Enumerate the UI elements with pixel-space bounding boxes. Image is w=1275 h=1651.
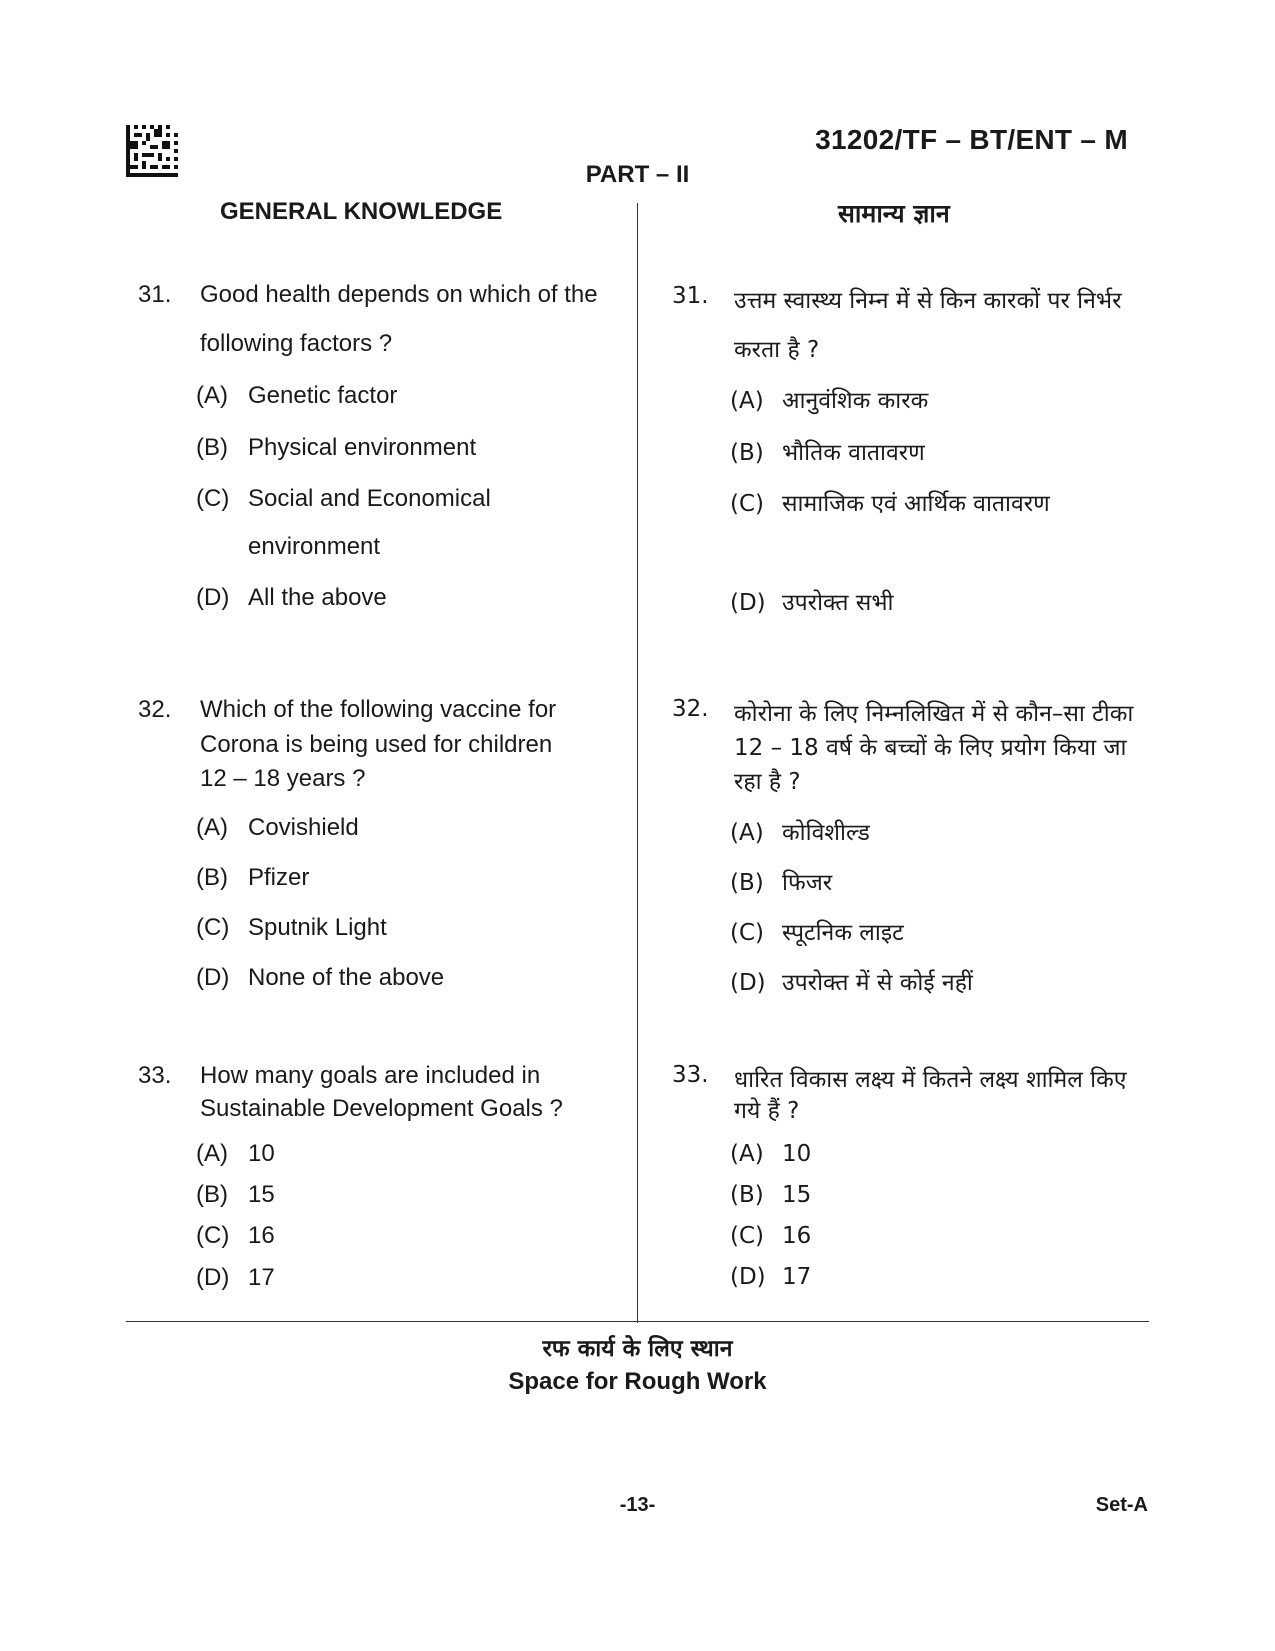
question-number: 32. [138,696,172,723]
question-number: 33. [672,1062,709,1088]
option-label: (C) [730,920,765,946]
option-label: (A) [730,820,764,846]
question-text-line: रहा है ? [734,769,801,795]
rough-work-label-english: Space for Rough Work [508,1368,767,1395]
option-text: Covishield [248,814,359,841]
question-number: 33. [138,1062,172,1089]
option-c [730,486,1050,518]
option-label: (B) [196,434,228,461]
question-text-line: कोरोना के लिए निम्नलिखित में से कौन–सा टीका [734,701,1134,727]
option-label: (A) [196,382,228,409]
question-text-line: Sustainable Development Goals ? [200,1095,563,1122]
option-b [196,864,309,892]
option-a [730,383,928,415]
option-c [730,1223,811,1249]
option-text: 16 [248,1222,275,1249]
option-label: (A) [196,814,228,841]
option-label: (A) [196,1140,228,1167]
question-text-line: 12 – 18 वर्ष के बच्चों के लिए प्रयोग किया जा [734,735,1127,761]
option-label: (C) [196,1222,230,1249]
option-d [730,1264,811,1290]
question-text-line: Good health depends on which of the [200,281,598,308]
option-label: (A) [730,388,764,414]
option-d [196,584,387,612]
option-text: सामाजिक एवं आर्थिक वातावरण [782,491,1050,517]
option-text: 15 [782,1182,812,1208]
option-d [730,585,893,617]
option-text: Pfizer [248,864,310,891]
option-text: environment [248,533,381,560]
option-text: All the above [248,584,387,611]
option-label: (B) [730,870,764,896]
option-text: स्पूटनिक लाइट [782,920,904,946]
option-text: 10 [248,1140,275,1167]
option-label: (C) [196,485,230,512]
option-text: None of the above [248,964,445,991]
option-text: उपरोक्त सभी [782,590,894,616]
option-text: Social and Economical [248,485,491,512]
option-label: (D) [730,1264,766,1290]
option-text: Sputnik Light [248,914,387,941]
option-d [196,1264,275,1292]
option-b [196,1181,275,1209]
option-text: भौतिक वातावरण [782,440,925,466]
question-number: 31. [672,283,709,309]
question-text-line: Corona is being used for children [200,731,553,758]
option-text: Genetic factor [248,382,398,409]
question-text-line: धारित विकास लक्ष्य में कितने लक्ष्य शामिल किए [734,1067,1127,1093]
option-text: 10 [782,1141,812,1167]
option-c [196,485,491,513]
part-heading: PART – II [585,161,690,188]
option-label: (A) [730,1141,764,1167]
option-a [730,1141,811,1167]
option-b [730,1182,811,1208]
option-a [196,1140,275,1168]
question-text-line: गये हैं ? [734,1098,800,1124]
option-text: आनुवंशिक कारक [782,388,929,414]
option-d [196,964,444,992]
option-label: (B) [730,1182,764,1208]
page-number: -13- [619,1494,656,1516]
option-a [196,814,359,842]
option-a [196,382,397,410]
option-c [196,1222,275,1250]
option-d [730,965,973,997]
section-title-hindi: सामान्य ज्ञान [838,199,950,228]
option-label: (B) [196,1181,228,1208]
option-label: (D) [730,970,766,996]
option-text: 15 [248,1181,275,1208]
rough-work-label-hindi: रफ कार्य के लिए स्थान [542,1336,733,1362]
option-b [730,865,832,897]
option-text: 17 [248,1264,275,1291]
option-label: (B) [730,440,764,466]
rough-work-divider [126,1321,1149,1322]
option-label: (C) [730,1223,765,1249]
option-c [196,914,387,942]
option-text: 17 [782,1264,812,1290]
option-b [730,435,925,467]
column-divider [637,203,638,1323]
section-title-english: GENERAL KNOWLEDGE [220,198,503,225]
question-text-line: करता है ? [734,337,820,363]
paper-code: 31202/TF – BT/ENT – M [815,124,1128,155]
option-text: Physical environment [248,434,477,461]
option-label: (D) [196,584,230,611]
option-a [730,815,870,847]
option-b [196,434,476,462]
question-number: 32. [672,696,709,722]
option-label: (D) [196,964,230,991]
question-text-line: How many goals are included in [200,1062,541,1089]
set-label: Set-A [1095,1494,1148,1516]
option-label: (D) [730,590,766,616]
question-text-line: उत्तम स्वास्थ्य निम्न में से किन कारकों पर निर्भर [734,288,1122,314]
question-text-line: following factors ? [200,330,393,357]
option-label: (D) [196,1264,230,1291]
option-label: (C) [730,491,765,517]
question-text-line: 12 – 18 years ? [200,765,366,792]
question-text-line: Which of the following vaccine for [200,696,557,723]
option-c [730,915,904,947]
option-label: (C) [196,914,230,941]
option-text: कोविशील्ड [782,820,870,846]
option-text: फिजर [782,870,833,896]
option-c-continued [196,533,380,561]
option-text: 16 [782,1223,812,1249]
option-text: उपरोक्त में से कोई नहीं [782,970,973,996]
question-number: 31. [138,281,172,308]
option-label: (B) [196,864,228,891]
